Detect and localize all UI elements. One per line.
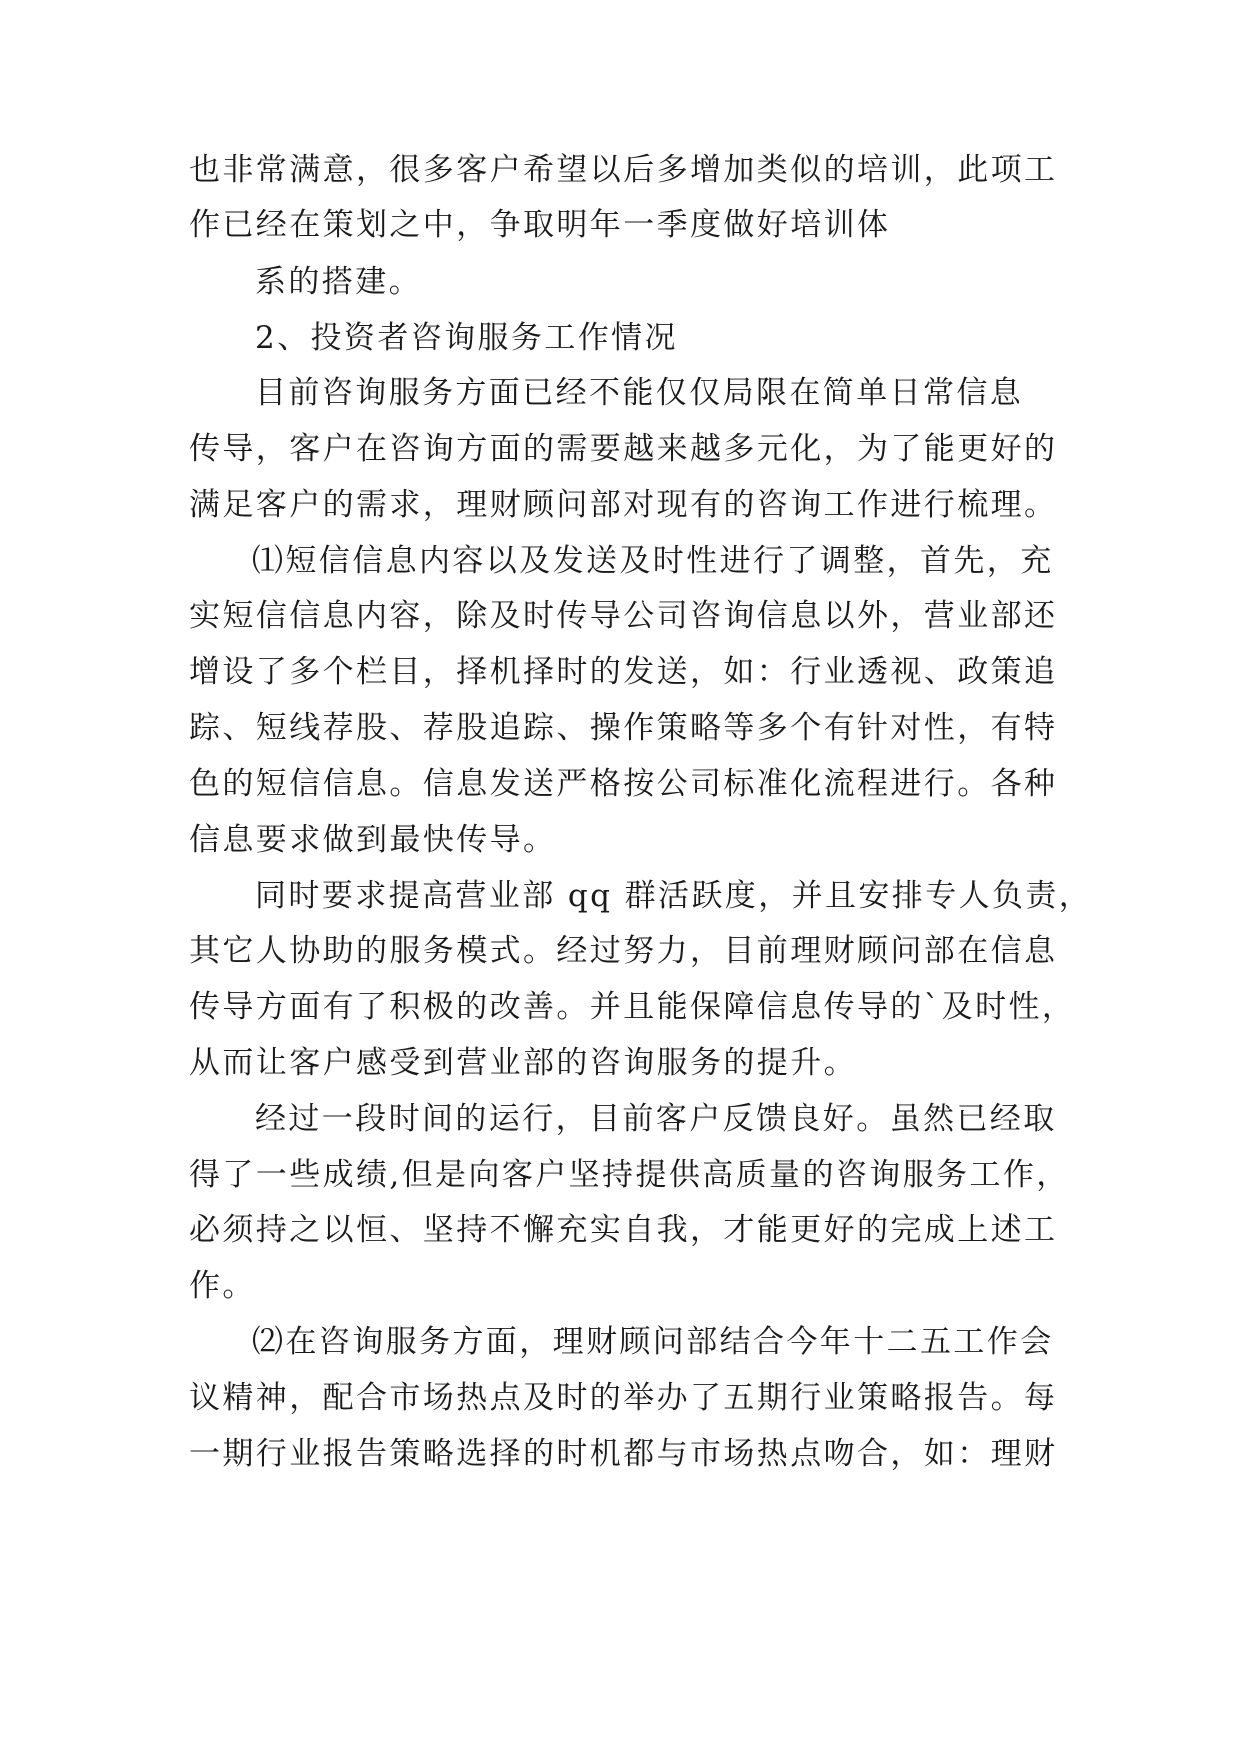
text-line: 必须持之以恒、坚持不懈充实自我，才能更好的完成上述工 (189, 1212, 1058, 1248)
text-line: 系的搭建。 (255, 264, 422, 300)
text-line: 其它人协助的服务模式。经过努力，目前理财顾问部在信息 (189, 933, 1058, 969)
text-line: 传导方面有了积极的改善。并且能保障信息传导的`及时性， (189, 989, 1076, 1025)
section-heading: 2、投资者咨询服务工作情况 (255, 320, 678, 356)
paragraph-first-line: ⑵在咨询服务方面，理财顾问部结合今年十二五工作会 (252, 1324, 1054, 1360)
text-line: 传导，客户在咨询方面的需要越来越多元化，为了能更好的 (189, 431, 1058, 467)
paragraph-first-line: 经过一段时间的运行，目前客户反馈良好。虽然已经取 (255, 1101, 1057, 1137)
text-line: 信息要求做到最快传导。 (189, 822, 557, 858)
text-line: 增设了多个栏目，择机择时的发送，如：行业透视、政策追 (189, 654, 1058, 690)
text-line: 色的短信信息。信息发送严格按公司标准化流程进行。各种 (189, 766, 1058, 802)
text-line: 从而让客户感受到营业部的咨询服务的提升。 (189, 1045, 857, 1081)
text-line: 作。 (189, 1268, 256, 1304)
paragraph-first-line: ⑴短信信息内容以及发送及时性进行了调整，首先，充 (252, 543, 1054, 579)
text-line: 作已经在策划之中，争取明年一季度做好培训体 (189, 207, 891, 243)
text-line: 踪、短线荐股、荐股追踪、操作策略等多个有针对性，有特 (189, 710, 1058, 746)
text-line: 满足客户的需求，理财顾问部对现有的咨询工作进行梳理。 (189, 487, 1058, 523)
paragraph-first-line: 目前咨询服务方面已经不能仅仅局限在简单日常信息 (255, 375, 1024, 411)
paragraph-first-line: 同时要求提高营业部 qq 群活跃度，并且安排专人负责， (255, 878, 1093, 914)
text-line: 议精神，配合市场热点及时的举办了五期行业策略报告。每 (189, 1380, 1058, 1416)
text-line: 一期行业报告策略选择的时机都与市场热点吻合，如：理财 (189, 1436, 1058, 1472)
text-line: 实短信信息内容，除及时传导公司咨询信息以外，营业部还 (189, 598, 1058, 634)
text-line: 也非常满意，很多客户希望以后多增加类似的培训，此项工 (189, 152, 1058, 188)
text-line: 得了一些成绩,但是向客户坚持提供高质量的咨询服务工作， (189, 1157, 1070, 1193)
